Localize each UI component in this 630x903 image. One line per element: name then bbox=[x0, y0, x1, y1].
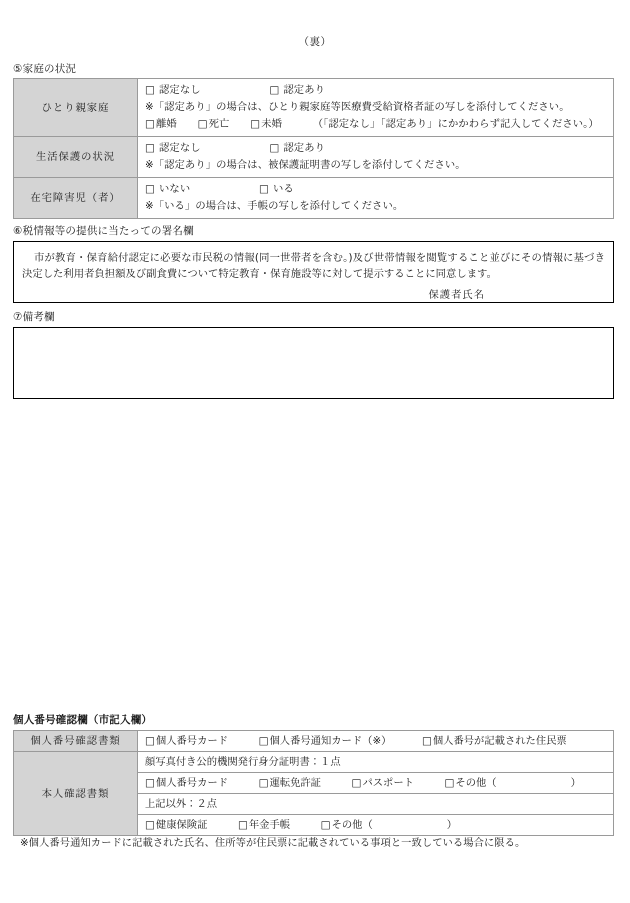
table-row bbox=[14, 731, 614, 752]
checkbox-label: 個人番号カード bbox=[155, 776, 228, 789]
checkbox-label: 運転免許証 bbox=[269, 776, 321, 789]
checkbox-icon[interactable]: □ bbox=[258, 183, 270, 195]
checkbox-icon[interactable]: □ bbox=[237, 818, 248, 831]
checkbox-icon[interactable]: □ bbox=[269, 142, 280, 154]
identity-photo-id-heading: 顔写真付き公的機関発行身分証明書：１点 bbox=[138, 752, 614, 773]
note-marital-status: （「認定なし」「認定あり」にかかわらず記入してください。） bbox=[312, 118, 599, 130]
checkbox-label: 認定あり bbox=[283, 84, 325, 96]
checkbox-label: いる bbox=[273, 183, 294, 195]
row-label-identity-documents: 本人確認書類 bbox=[14, 752, 138, 836]
identity-other-options bbox=[138, 815, 614, 836]
identity-photo-id-options bbox=[138, 773, 614, 794]
section-heading-household: ⑤家庭の状況 bbox=[13, 63, 77, 75]
note-welfare: ※「認定あり」の場合は、被保護証明書の写しを添付してください。 bbox=[145, 159, 466, 171]
table-row bbox=[14, 137, 614, 178]
checkbox-option-death[interactable] bbox=[198, 116, 230, 133]
guardian-signature-label[interactable]: 保護者氏名 bbox=[428, 289, 485, 301]
checkbox-icon[interactable]: □ bbox=[351, 776, 362, 789]
table-row bbox=[14, 79, 614, 137]
checkbox-option-divorce[interactable] bbox=[145, 116, 177, 133]
checkbox-option-none[interactable] bbox=[145, 140, 201, 157]
checkbox-label: 離婚 bbox=[156, 118, 177, 130]
checkbox-group-secondary-id bbox=[145, 817, 613, 834]
checkbox-label: 個人番号通知カード（※） bbox=[269, 734, 392, 747]
household-status-table bbox=[13, 78, 614, 219]
checkbox-group-disabled-at-home bbox=[145, 181, 613, 198]
checkbox-label: 認定なし bbox=[159, 142, 201, 154]
checkbox-label: パスポート bbox=[362, 776, 414, 789]
checkbox-option-mynumber-card[interactable] bbox=[145, 733, 228, 750]
checkbox-option-pension-book[interactable] bbox=[238, 817, 290, 834]
page-side-mark: （裏） bbox=[298, 36, 332, 48]
row-content-disabled-at-home bbox=[138, 178, 614, 219]
checkbox-option-none[interactable] bbox=[145, 82, 201, 99]
table-row bbox=[14, 178, 614, 219]
checkbox-icon[interactable]: □ bbox=[145, 734, 155, 747]
checkbox-label: 個人番号カード bbox=[155, 734, 228, 747]
checkbox-option-absent[interactable] bbox=[145, 181, 190, 198]
mynumber-footnote: ※個人番号通知カードに記載された氏名、住所等が住民票に記載されている事項と一致している場合に限る。 bbox=[20, 837, 526, 849]
checkbox-option-residence-certificate[interactable] bbox=[422, 733, 567, 750]
row-label-disabled-at-home: 在宅障害児（者） bbox=[14, 178, 138, 219]
checkbox-icon[interactable]: □ bbox=[444, 776, 455, 789]
checkbox-icon[interactable]: □ bbox=[250, 118, 261, 130]
remarks-input-area[interactable] bbox=[13, 327, 614, 399]
checkbox-icon[interactable]: □ bbox=[145, 183, 156, 195]
row-content-single-parent bbox=[138, 79, 614, 137]
checkbox-label: 健康保険証 bbox=[155, 818, 208, 831]
table-row bbox=[14, 752, 614, 773]
mynumber-verification-table bbox=[13, 730, 614, 836]
checkbox-option-mynumber-notification-card[interactable] bbox=[259, 733, 392, 750]
section-heading-tax-consent: ⑥税情報等の提供に当たっての署名欄 bbox=[13, 225, 194, 237]
row-label-single-parent: ひとり親家庭 bbox=[14, 79, 138, 137]
checkbox-icon[interactable]: □ bbox=[269, 84, 280, 96]
checkbox-icon[interactable]: □ bbox=[421, 734, 432, 747]
tax-consent-text: 市が教育・保育給付認定に必要な市民税の情報(同一世帯者を含む。)及び世帯情報を閲覧すること並びにその情報に基づき決定した利用者負担額及び副食費について特定教育・保育施設等に対して提示することに同意します。 bbox=[22, 252, 605, 280]
checkbox-label: 認定あり bbox=[283, 142, 325, 154]
checkbox-label: 年金手帳 bbox=[248, 818, 291, 831]
checkbox-icon[interactable]: □ bbox=[197, 118, 208, 130]
row-content-welfare bbox=[138, 137, 614, 178]
checkbox-option-drivers-license[interactable] bbox=[259, 775, 321, 792]
note-disabled-at-home: ※「いる」の場合は、手帳の写しを添付してください。 bbox=[145, 200, 404, 212]
checkbox-option-certified[interactable] bbox=[269, 140, 325, 157]
checkbox-label: 個人番号が記載された住民票 bbox=[432, 734, 567, 747]
identity-other-heading: 上記以外：２点 bbox=[138, 794, 614, 815]
checkbox-label: いない bbox=[159, 183, 191, 195]
checkbox-group-photo-id bbox=[145, 775, 613, 792]
checkbox-icon[interactable]: □ bbox=[145, 84, 156, 96]
section-heading-mynumber: 個人番号確認欄（市記入欄） bbox=[13, 714, 153, 726]
checkbox-group-certification bbox=[145, 82, 613, 99]
other-close-paren: ） bbox=[570, 776, 581, 789]
checkbox-option-unmarried[interactable] bbox=[250, 116, 282, 133]
checkbox-option-other[interactable] bbox=[445, 775, 581, 792]
checkbox-icon[interactable]: □ bbox=[145, 818, 155, 831]
checkbox-label: 死亡 bbox=[208, 118, 230, 130]
checkbox-label: 認定なし bbox=[159, 84, 201, 96]
checkbox-icon[interactable]: □ bbox=[320, 818, 331, 831]
checkbox-icon[interactable]: □ bbox=[258, 776, 269, 789]
row-label-welfare: 生活保護の状況 bbox=[14, 137, 138, 178]
checkbox-label: その他（ bbox=[331, 818, 373, 831]
other-close-paren: ） bbox=[446, 818, 458, 831]
checkbox-group-welfare bbox=[145, 140, 613, 157]
note-single-parent: ※「認定あり」の場合は、ひとり親家庭等医療費受給資格者証の写しを添付してください。 bbox=[145, 101, 570, 113]
checkbox-icon[interactable]: □ bbox=[145, 118, 156, 130]
checkbox-option-present[interactable] bbox=[259, 181, 294, 198]
checkbox-icon[interactable]: □ bbox=[145, 142, 156, 154]
tax-consent-box bbox=[13, 241, 614, 303]
checkbox-group-marital-status bbox=[145, 116, 613, 133]
checkbox-option-mynumber-card[interactable] bbox=[145, 775, 228, 792]
checkbox-option-certified[interactable] bbox=[269, 82, 325, 99]
checkbox-label: その他（ bbox=[455, 776, 497, 789]
checkbox-option-health-insurance-card[interactable] bbox=[145, 817, 207, 834]
row-label-mynumber-documents: 個人番号確認書類 bbox=[14, 731, 138, 752]
checkbox-option-other[interactable] bbox=[321, 817, 457, 834]
checkbox-group-mynumber-documents bbox=[145, 733, 613, 750]
checkbox-icon[interactable]: □ bbox=[258, 734, 269, 747]
checkbox-label: 未婚 bbox=[261, 118, 282, 130]
checkbox-option-passport[interactable] bbox=[352, 775, 414, 792]
row-content-mynumber-documents bbox=[138, 731, 614, 752]
section-heading-remarks: ⑦備考欄 bbox=[13, 311, 55, 323]
checkbox-icon[interactable]: □ bbox=[145, 776, 155, 789]
